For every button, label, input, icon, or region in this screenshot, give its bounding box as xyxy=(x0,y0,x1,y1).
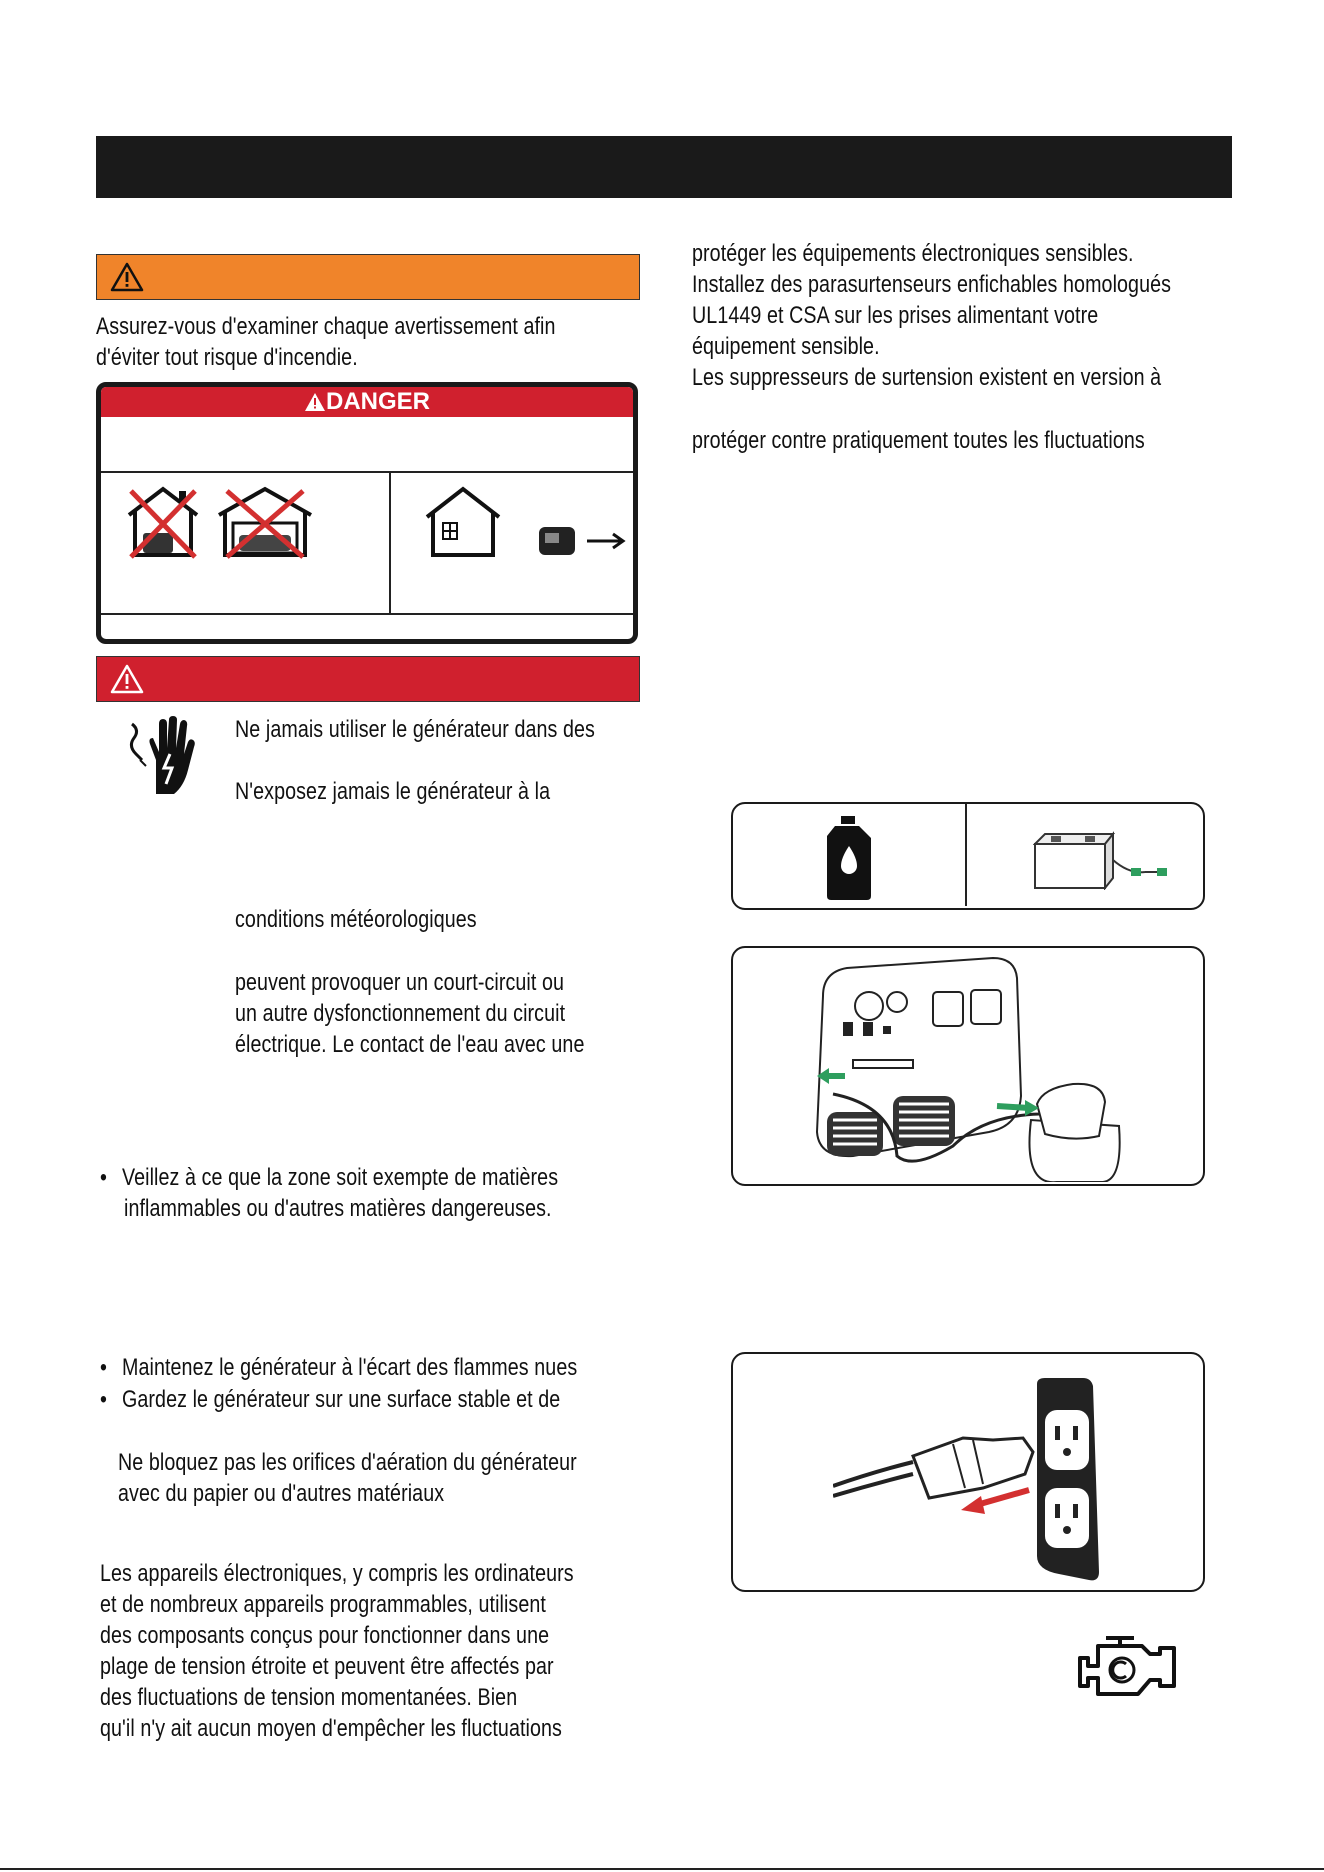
house-outdoor-icon xyxy=(423,483,503,561)
bullet-dot: • xyxy=(100,1354,107,1381)
bullet-dot: • xyxy=(100,1386,107,1413)
danger-divider-vertical xyxy=(389,473,391,613)
battery-icon xyxy=(1033,830,1173,890)
warning-bar xyxy=(96,254,640,300)
warning-paragraph-line-2: d'éviter tout risque d'incendie. xyxy=(96,344,358,371)
generator-arrow-icon xyxy=(537,521,627,561)
garage-generator-crossed-icon xyxy=(215,483,315,561)
generator-panel-illustration-box xyxy=(731,946,1205,1186)
page-bottom-rule xyxy=(0,1868,1324,1870)
warning-triangle-icon xyxy=(109,663,145,695)
danger-divider-top xyxy=(101,471,633,473)
engine-icon xyxy=(1076,1632,1180,1698)
section-header-bar xyxy=(96,136,1232,198)
electronics-para-line-2: et de nombreux appareils programmables, utilisent xyxy=(100,1591,546,1618)
surge-para-line-4: équipement sensible. xyxy=(692,333,880,360)
outlet-unplug-illustration-box xyxy=(731,1352,1205,1592)
shock-text-line-5: un autre dysfonctionnement du circuit xyxy=(235,1000,566,1027)
electronics-para-line-6: qu'il n'y ait aucun moyen d'empêcher les fluctuations xyxy=(100,1715,562,1742)
surge-para-line-2: Installez des parasurtenseurs enfichables homologués xyxy=(692,271,1172,298)
shock-text-line-6: électrique. Le contact de l'eau avec une xyxy=(235,1031,585,1058)
outlet-unplug-illustration xyxy=(833,1376,1173,1586)
danger-label xyxy=(96,382,638,644)
bullet-2-line-2: Gardez le générateur sur une surface stable et de xyxy=(122,1386,561,1413)
electronics-para-line-5: des fluctuations de tension momentanées. Bien xyxy=(100,1684,518,1711)
warning-paragraph-line-1: Assurez-vous d'examiner chaque avertissement afin xyxy=(96,313,556,340)
shock-text-line-3: conditions météorologiques xyxy=(235,906,477,933)
bullet-dot: • xyxy=(100,1164,107,1191)
danger-label-header xyxy=(101,387,633,417)
house-generator-crossed-icon xyxy=(123,483,203,561)
generator-panel-illustration xyxy=(793,956,1193,1182)
danger-bar xyxy=(96,656,640,702)
danger-divider-bottom xyxy=(101,613,633,615)
vent-text-line-2: avec du papier ou d'autres matériaux xyxy=(118,1480,445,1507)
vent-text-line-1: Ne bloquez pas les orifices d'aération du générateur xyxy=(118,1449,577,1476)
surge-para-line-5: Les suppresseurs de surtension existent en version à xyxy=(692,364,1162,391)
electronics-para-line-4: plage de tension étroite et peuvent être affectés par xyxy=(100,1653,554,1680)
electronics-para-line-1: Les appareils électroniques, y compris les ordinateurs xyxy=(100,1560,574,1587)
surge-para-line-1: protéger les équipements électroniques sensibles. xyxy=(692,240,1134,267)
bullet-2-line-1: Maintenez le générateur à l'écart des flammes nues xyxy=(122,1354,578,1381)
shock-text-line-2: N'exposez jamais le générateur à la xyxy=(235,778,551,805)
warning-triangle-icon xyxy=(109,261,145,293)
shock-text-line-1: Ne jamais utiliser le générateur dans des xyxy=(235,716,595,743)
shock-text-line-4: peuvent provoquer un court-circuit ou xyxy=(235,969,565,996)
oil-bottle-icon xyxy=(825,816,873,900)
bullet-1-line-2: inflammables ou d'autres matières dangereuses. xyxy=(124,1195,552,1222)
oil-battery-illustration-box xyxy=(731,802,1205,910)
danger-label-title: DANGER xyxy=(325,388,430,415)
bullet-1-line-1: Veillez à ce que la zone soit exempte de matières xyxy=(122,1164,559,1191)
oil-battery-divider xyxy=(965,804,967,906)
electric-shock-hand-icon xyxy=(126,714,196,804)
surge-para-line-3: UL1449 et CSA sur les prises alimentant votre xyxy=(692,302,1099,329)
surge-para-line-6: protéger contre pratiquement toutes les fluctuations xyxy=(692,427,1145,454)
electronics-para-line-3: des composants conçus pour fonctionner dans une xyxy=(100,1622,550,1649)
danger-triangle-icon xyxy=(304,390,326,420)
